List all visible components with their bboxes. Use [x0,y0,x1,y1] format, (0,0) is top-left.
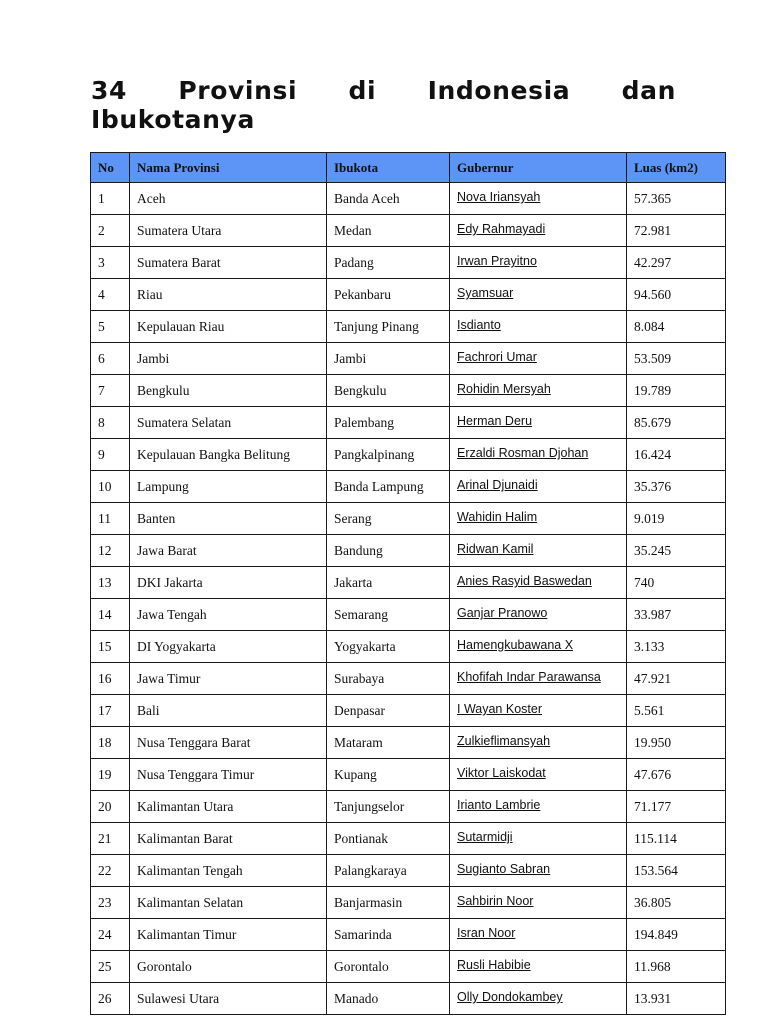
governor-link[interactable]: Ridwan Kamil [457,542,534,556]
governor-link[interactable]: Sutarmidji [457,830,513,844]
cell-area: 36.805 [627,887,726,919]
cell-capital: Bandung [327,535,450,567]
table-row [91,567,726,599]
cell-province: Nusa Tenggara Timur [130,759,327,791]
cell-governor [450,439,627,471]
cell-governor [450,567,627,599]
governor-link[interactable]: Erzaldi Rosman Djohan [457,446,589,460]
cell-governor [450,919,627,951]
cell-capital: Bengkulu [327,375,450,407]
cell-governor [450,855,627,887]
cell-area: 85.679 [627,407,726,439]
table-row [91,823,726,855]
header-province: Nama Provinsi [130,153,327,183]
governor-link[interactable]: Rohidin Mersyah [457,382,551,396]
cell-province: Kalimantan Selatan [130,887,327,919]
cell-capital: Denpasar [327,695,450,727]
header-governor: Gubernur [450,153,627,183]
cell-area: 19.950 [627,727,726,759]
cell-province: DI Yogyakarta [130,631,327,663]
table-row [91,407,726,439]
cell-no: 10 [91,471,130,503]
cell-province: Bali [130,695,327,727]
cell-governor [450,535,627,567]
cell-province: Sumatera Barat [130,247,327,279]
governor-link[interactable]: Ganjar Pranowo [457,606,548,620]
cell-province: Kalimantan Utara [130,791,327,823]
governor-link[interactable]: I Wayan Koster [457,702,542,716]
cell-no: 18 [91,727,130,759]
table-row [91,855,726,887]
table-row [91,503,726,535]
cell-province: Aceh [130,183,327,215]
cell-no: 8 [91,407,130,439]
cell-capital: Samarinda [327,919,450,951]
cell-governor [450,247,627,279]
table-row [91,343,726,375]
cell-capital: Banda Aceh [327,183,450,215]
table-row [91,439,726,471]
cell-province: Gorontalo [130,951,327,983]
provinces-table [90,152,726,1015]
cell-province: DKI Jakarta [130,567,327,599]
cell-governor [450,279,627,311]
cell-area: 9.019 [627,503,726,535]
table-row [91,471,726,503]
cell-governor [450,791,627,823]
cell-no: 23 [91,887,130,919]
header-capital: Ibukota [327,153,450,183]
governor-link[interactable]: Isdianto [457,318,501,332]
cell-capital: Surabaya [327,663,450,695]
cell-province: Sumatera Utara [130,215,327,247]
table-row [91,215,726,247]
cell-no: 6 [91,343,130,375]
cell-province: Kepulauan Riau [130,311,327,343]
cell-capital: Manado [327,983,450,1015]
cell-area: 33.987 [627,599,726,631]
cell-area: 71.177 [627,791,726,823]
cell-no: 12 [91,535,130,567]
cell-governor [450,183,627,215]
cell-governor [450,759,627,791]
table-body [91,183,726,1015]
cell-province: Sulawesi Utara [130,983,327,1015]
cell-area: 13.931 [627,983,726,1015]
table-row [91,759,726,791]
cell-capital: Tanjungselor [327,791,450,823]
cell-capital: Banda Lampung [327,471,450,503]
cell-capital: Mataram [327,727,450,759]
cell-area: 115.114 [627,823,726,855]
cell-no: 20 [91,791,130,823]
cell-area: 42.297 [627,247,726,279]
cell-area: 16.424 [627,439,726,471]
table-row [91,983,726,1015]
table-row [91,695,726,727]
cell-no: 17 [91,695,130,727]
table-row [91,183,726,215]
cell-capital: Pekanbaru [327,279,450,311]
cell-capital: Palangkaraya [327,855,450,887]
cell-area: 11.968 [627,951,726,983]
cell-no: 16 [91,663,130,695]
cell-capital: Padang [327,247,450,279]
cell-area: 57.365 [627,183,726,215]
table-row [91,311,726,343]
cell-province: Kalimantan Timur [130,919,327,951]
cell-capital: Serang [327,503,450,535]
cell-capital: Gorontalo [327,951,450,983]
cell-province: Sumatera Selatan [130,407,327,439]
cell-capital: Medan [327,215,450,247]
cell-governor [450,599,627,631]
governor-link[interactable]: Nova Iriansyah [457,190,541,204]
cell-capital: Pangkalpinang [327,439,450,471]
table-row [91,791,726,823]
governor-link[interactable]: Irwan Prayitno [457,254,537,268]
governor-link[interactable]: Edy Rahmayadi [457,222,546,236]
cell-no: 2 [91,215,130,247]
cell-no: 21 [91,823,130,855]
header-no: No [91,153,130,183]
governor-link[interactable]: Herman Deru [457,414,533,428]
cell-no: 13 [91,567,130,599]
cell-province: Bengkulu [130,375,327,407]
cell-governor [450,823,627,855]
cell-governor [450,983,627,1015]
cell-province: Lampung [130,471,327,503]
cell-no: 22 [91,855,130,887]
cell-area: 8.084 [627,311,726,343]
cell-governor [450,951,627,983]
governor-link[interactable]: Anies Rasyid Baswedan [457,574,592,588]
governor-link[interactable]: Hamengkubawana X [457,638,574,652]
cell-governor [450,343,627,375]
cell-no: 19 [91,759,130,791]
cell-area: 740 [627,567,726,599]
cell-province: Kalimantan Tengah [130,855,327,887]
cell-governor [450,375,627,407]
cell-province: Jawa Barat [130,535,327,567]
governor-link[interactable]: Rusli Habibie [457,958,531,972]
governor-link[interactable]: Syamsuar [457,286,514,300]
cell-capital: Pontianak [327,823,450,855]
governor-link[interactable]: Zulkieflimansyah [457,734,551,748]
cell-no: 26 [91,983,130,1015]
cell-province: Riau [130,279,327,311]
cell-capital: Kupang [327,759,450,791]
cell-capital: Banjarmasin [327,887,450,919]
cell-governor [450,407,627,439]
governor-link[interactable]: Fachrori Umar [457,350,537,364]
cell-province: Jawa Timur [130,663,327,695]
cell-capital: Semarang [327,599,450,631]
cell-no: 11 [91,503,130,535]
cell-area: 194.849 [627,919,726,951]
table-row [91,919,726,951]
cell-area: 53.509 [627,343,726,375]
cell-governor [450,727,627,759]
cell-area: 5.561 [627,695,726,727]
governor-link[interactable]: Olly Dondokambey [457,990,563,1004]
cell-capital: Tanjung Pinang [327,311,450,343]
cell-province: Banten [130,503,327,535]
table-row [91,663,726,695]
governor-link[interactable]: Wahidin Halim [457,510,538,524]
cell-province: Nusa Tenggara Barat [130,727,327,759]
cell-capital: Yogyakarta [327,631,450,663]
table-row [91,247,726,279]
governor-link[interactable]: Sahbirin Noor [457,894,534,908]
cell-governor [450,695,627,727]
cell-province: Jambi [130,343,327,375]
cell-no: 25 [91,951,130,983]
cell-area: 153.564 [627,855,726,887]
table-row [91,535,726,567]
cell-governor [450,471,627,503]
cell-no: 5 [91,311,130,343]
governor-link[interactable]: Sugianto Sabran [457,862,551,876]
table-row [91,631,726,663]
cell-governor [450,311,627,343]
cell-area: 35.245 [627,535,726,567]
governor-link[interactable]: Isran Noor [457,926,516,940]
cell-area: 72.981 [627,215,726,247]
table-row [91,599,726,631]
cell-area: 94.560 [627,279,726,311]
cell-province: Kalimantan Barat [130,823,327,855]
cell-area: 19.789 [627,375,726,407]
cell-capital: Jakarta [327,567,450,599]
cell-area: 3.133 [627,631,726,663]
governor-link[interactable]: Viktor Laiskodat [457,766,546,780]
cell-no: 3 [91,247,130,279]
cell-no: 15 [91,631,130,663]
governor-link[interactable]: Arinal Djunaidi [457,478,538,492]
cell-no: 7 [91,375,130,407]
cell-governor [450,631,627,663]
cell-area: 47.676 [627,759,726,791]
cell-capital: Palembang [327,407,450,439]
header-area: Luas (km2) [627,153,726,183]
cell-area: 35.376 [627,471,726,503]
cell-governor [450,663,627,695]
cell-province: Kepulauan Bangka Belitung [130,439,327,471]
cell-no: 1 [91,183,130,215]
table-row [91,887,726,919]
cell-province: Jawa Tengah [130,599,327,631]
table-header-row [91,153,726,183]
cell-no: 14 [91,599,130,631]
table-row [91,279,726,311]
cell-no: 9 [91,439,130,471]
page-title: 34 Provinsi di Indonesia dan Ibukotanya [91,76,676,134]
cell-area: 47.921 [627,663,726,695]
cell-capital: Jambi [327,343,450,375]
table-row [91,727,726,759]
cell-no: 4 [91,279,130,311]
cell-governor [450,887,627,919]
table-row [91,375,726,407]
table-row [91,951,726,983]
cell-governor [450,215,627,247]
cell-no: 24 [91,919,130,951]
governor-link[interactable]: Khofifah Indar Parawansa [457,670,601,684]
cell-governor [450,503,627,535]
governor-link[interactable]: Irianto Lambrie [457,798,541,812]
